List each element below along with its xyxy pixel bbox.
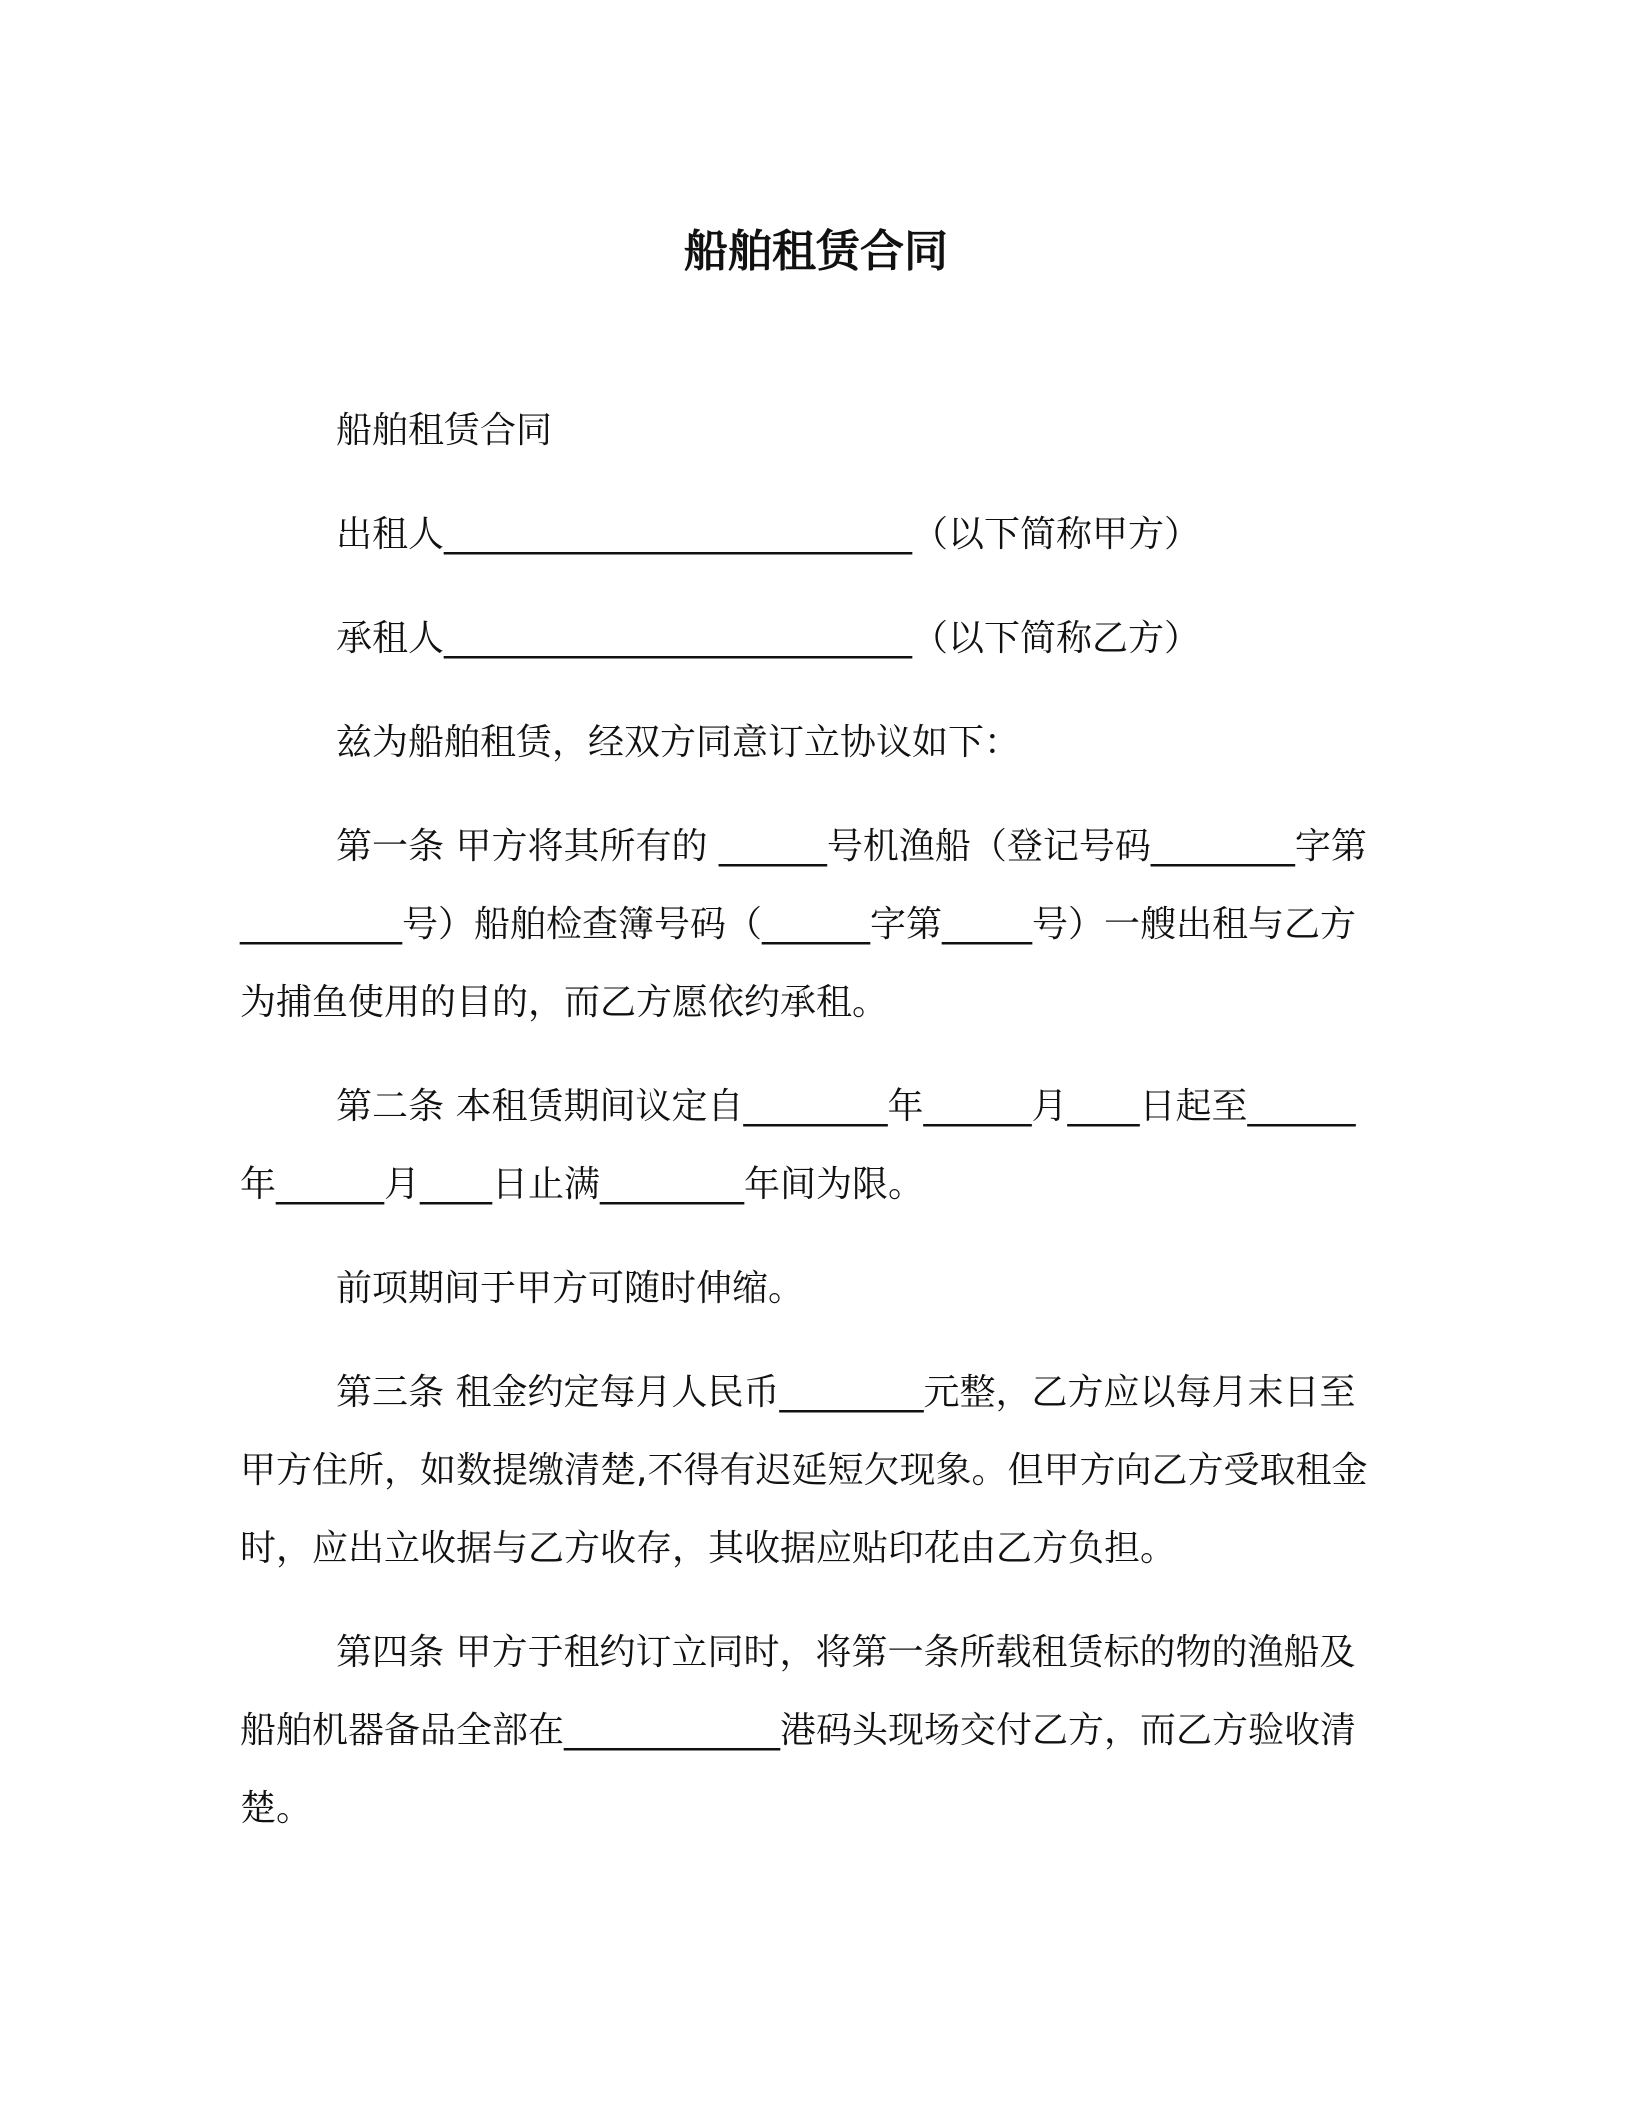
document-body: [240, 392, 1380, 1874]
paragraph-period-note: 前项期间于甲方可随时伸缩。: [336, 1268, 805, 1309]
paragraph-article-1: 第一条 甲方将其所有的 ______号机渔船（登记号码________字第_________号）船舶检查簿号码（______字第_____号）一艘出租与乙方为捕鱼使用的目的，而乙方愿依约承租。: [240, 826, 1367, 1023]
paragraph-lessee: 承租人__________________________（以下简称乙方）: [336, 618, 1201, 659]
paragraph-preamble: 兹为船舶租赁，经双方同意订立协议如下：: [336, 722, 1021, 763]
paragraph-lessor: 出租人__________________________（以下简称甲方）: [336, 514, 1201, 555]
paragraph-article-3: 第三条 租金约定每月人民币________元整，乙方应以每月末日至甲方住所，如数提缴清楚,不得有迟延短欠现象。但甲方向乙方受取租金时，应出立收据与乙方收存，其收据应贴印花由乙方负担。: [240, 1372, 1368, 1569]
paragraph-article-4: 第四条 甲方于租约订立同时，将第一条所载租赁标的物的渔船及船舶机器备品全部在____________港码头现场交付乙方，而乙方验收清楚。: [240, 1632, 1357, 1829]
paragraph-heading: 船舶租赁合同: [336, 410, 553, 451]
paragraph-article-2: 第二条 本租赁期间议定自________年______月____日起至______年______月____日止满________年间为限。: [240, 1086, 1356, 1205]
document-title: 船舶租赁合同: [684, 226, 948, 277]
